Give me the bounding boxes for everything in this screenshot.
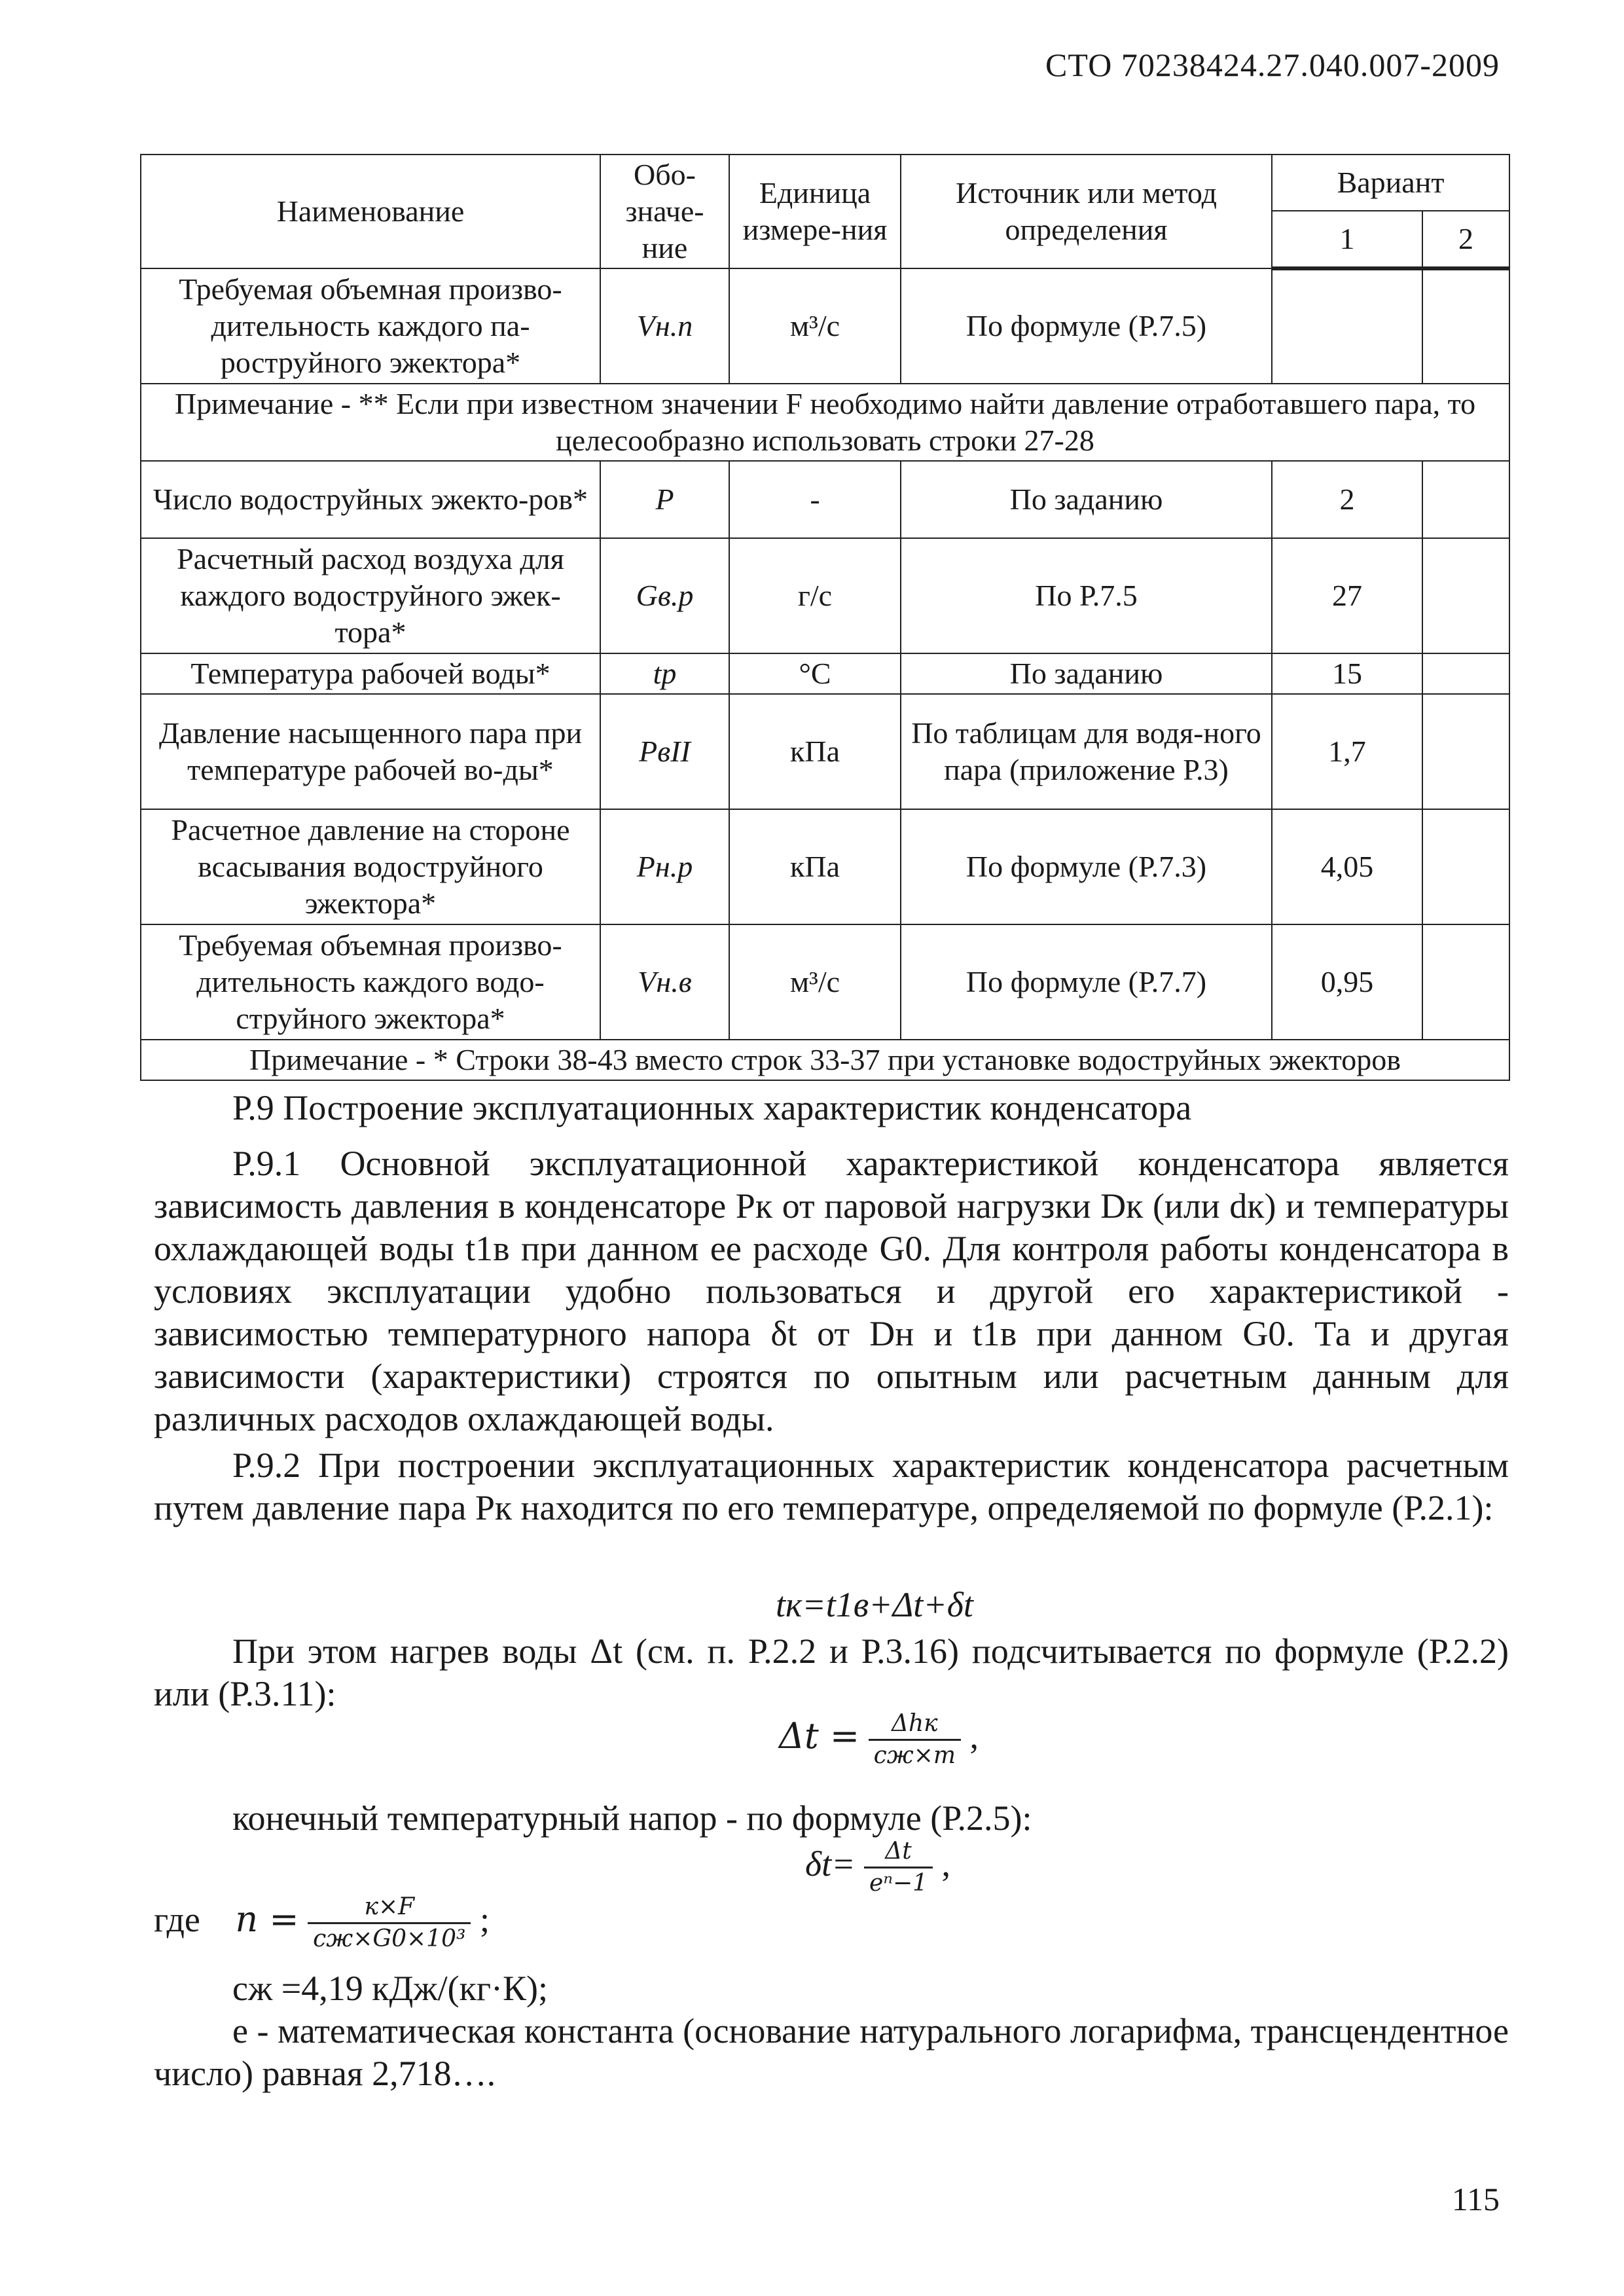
table-row — [141, 694, 1509, 809]
row-name: Требуемая объемная произво-дительность каждого па-роструйного эжектора* — [141, 268, 600, 384]
parameters-table — [140, 154, 1510, 1081]
row-variant-1: 1,7 — [1272, 694, 1422, 809]
header-variant: Вариант — [1272, 155, 1509, 211]
section-heading: Р.9 Построение эксплуатационных характеристик конденсатора — [232, 1088, 1192, 1127]
row-variant-1: 4,05 — [1272, 809, 1422, 924]
header-unit: Единица измере-ния — [729, 155, 901, 268]
section-body — [154, 1087, 1509, 1529]
row-symbol: Pн.р — [600, 809, 729, 924]
row-unit: - — [729, 461, 901, 538]
where-label: где — [154, 1899, 200, 1939]
row-unit: кПа — [729, 809, 901, 924]
table-note: Примечание - * Строки 38-43 вместо строк 33-37 при установке водоструйных эжекторов — [141, 1040, 1509, 1080]
formula-fraction — [308, 1892, 471, 1954]
row-symbol: P — [600, 461, 729, 538]
row-unit: г/с — [729, 538, 901, 653]
row-name: Требуемая объемная произво-дительность каждого водо-струйного эжектора* — [141, 924, 600, 1040]
table-row — [141, 924, 1509, 1040]
row-variant-1: 27 — [1272, 538, 1422, 653]
fraction-numerator: Δhк — [869, 1709, 961, 1741]
paragraph-heating: При этом нагрев воды Δt (см. п. Р.2.2 и Р.3.16) подсчитывается по формуле (Р.2.2) или (Р.3.11): — [154, 1631, 1509, 1713]
fraction-numerator: Δt — [864, 1836, 933, 1868]
formula-fraction — [869, 1709, 961, 1771]
row-symbol: Vн.п — [600, 268, 729, 384]
row-source: По формуле (Р.7.5) — [901, 268, 1272, 384]
row-variant-2 — [1422, 268, 1509, 384]
formula-tk: tк=t1в+Δt+δt — [776, 1585, 973, 1624]
header-symbol: Обо-значе-ние — [600, 155, 729, 268]
paragraph-block-2 — [154, 1630, 1509, 1715]
row-source: По формуле (Р.7.7) — [901, 924, 1272, 1040]
row-source: По таблицам для водя-ного пара (приложение Р.3) — [901, 694, 1272, 809]
formula-lhs: Δt = — [779, 1715, 860, 1757]
row-variant-1: 2 — [1272, 461, 1422, 538]
row-variant-2 — [1422, 461, 1509, 538]
row-unit: °С — [729, 653, 901, 694]
table-row — [141, 461, 1509, 538]
paragraph-final-temp: конечный температурный напор - по формуле (Р.2.5): — [232, 1798, 1032, 1838]
formula-tail: ; — [479, 1899, 490, 1939]
formula-tail: , — [941, 1844, 951, 1884]
table-row — [141, 268, 1509, 384]
row-variant-2 — [1422, 538, 1509, 653]
header-variant-2: 2 — [1422, 211, 1509, 268]
table-row — [141, 653, 1509, 694]
row-variant-2 — [1422, 694, 1509, 809]
row-symbol: tр — [600, 653, 729, 694]
paragraph-p9-2: Р.9.2 При построении эксплуатационных характеристик конденсатора расчетным путем давление пара Pк находится по его температуре, определяемой по формуле (Р.2.1): — [154, 1446, 1509, 1527]
row-source: По заданию — [901, 461, 1272, 538]
fraction-denominator: cж×G0×10³ — [313, 1925, 466, 1952]
row-symbol: Gв.р — [600, 538, 729, 653]
paragraph-block-3 — [154, 1797, 1509, 1840]
row-symbol: Vн.в — [600, 924, 729, 1040]
row-name: Расчетное давление на стороне всасывания водоструйного эжектора* — [141, 809, 600, 924]
header-variant-1: 1 — [1272, 211, 1422, 268]
row-variant-2 — [1422, 809, 1509, 924]
row-unit: кПа — [729, 694, 901, 809]
row-source: По Р.7.5 — [901, 538, 1272, 653]
row-source: По заданию — [901, 653, 1272, 694]
row-name: Температура рабочей воды* — [141, 653, 600, 694]
definition-cw: cж =4,19 кДж/(кг·К); — [232, 1969, 548, 2008]
formula-tail: , — [969, 1716, 979, 1756]
paragraph-p9-1: Р.9.1 Основной эксплуатационной характеристикой конденсатора является зависимость давления в конденсаторе Pк от паровой нагрузки Dк (или dк) и температуры охлаждающей воды t1в при данном ее расходе G0. Для контроля работы конденсатора в условиях эксплуатации удобно пользоваться и другой его характеристикой - зависимостью температурного напора δt от Dн и t1в при данном G0. Та и другая зависимости (характеристики) строятся по опытным или расчетным данным для различных расходов охлаждающей воды. — [154, 1144, 1509, 1438]
formula-lhs: n = — [235, 1898, 299, 1940]
fraction-denominator: cж×m — [873, 1742, 956, 1769]
definition-e: e - математическая константа (основание натурального логарифма, трансцендентное число) равная 2,718…. — [154, 2011, 1509, 2093]
row-source: По формуле (Р.7.3) — [901, 809, 1272, 924]
fraction-denominator: eⁿ−1 — [869, 1870, 928, 1897]
row-variant-2 — [1422, 924, 1509, 1040]
definitions-block — [154, 1967, 1509, 2095]
row-symbol: PвII — [600, 694, 729, 809]
page-number: 115 — [1451, 2181, 1500, 2217]
row-name: Расчетный расход воздуха для каждого водоструйного эжек-тора* — [141, 538, 600, 653]
formula-lhs: δt= — [805, 1844, 856, 1884]
fraction-numerator: к×F — [308, 1892, 471, 1924]
document-code: СТО 70238424.27.040.007-2009 — [1045, 46, 1500, 83]
table-note-row — [141, 1040, 1509, 1080]
row-variant-1: 15 — [1272, 653, 1422, 694]
table-row — [141, 809, 1509, 924]
table-row — [141, 538, 1509, 653]
row-variant-2 — [1422, 653, 1509, 694]
header-source: Источник или метод определения — [901, 155, 1272, 268]
row-variant-1: 0,95 — [1272, 924, 1422, 1040]
row-variant-1 — [1272, 268, 1422, 384]
table-note-row — [141, 384, 1509, 461]
row-unit: м³/с — [729, 924, 901, 1040]
formula-fraction — [864, 1836, 933, 1899]
formula-delta-t-small — [805, 1836, 950, 1899]
formula-n — [154, 1892, 490, 1954]
row-name: Давление насыщенного пара при температуре рабочей во-ды* — [141, 694, 600, 809]
row-name: Число водоструйных эжекто-ров* — [141, 461, 600, 538]
row-unit: м³/с — [729, 268, 901, 384]
header-name: Наименование — [141, 155, 600, 268]
table-note: Примечание - ** Если при известном значении F необходимо найти давление отработавшего пара, то целесообразно использовать строки 27-28 — [141, 384, 1509, 461]
formula-delta-t — [779, 1709, 979, 1771]
